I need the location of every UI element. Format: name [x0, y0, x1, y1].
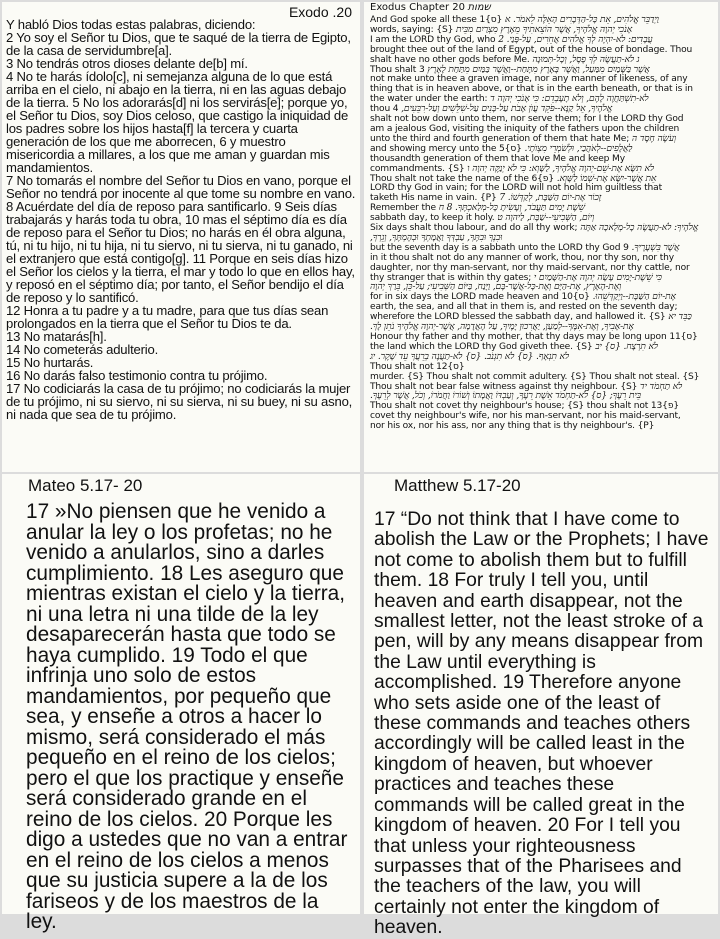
english-text: and showing mercy unto the 5{ס}: [370, 143, 522, 154]
english-text: Thou shalt not covet thy neighbour's house; {S} thou shalt not 13{פ}: [370, 401, 679, 412]
hebrew-text: אֱלֹהֶיךָ: לֹא-תַעֲשֶׂה כָל-מְלָאכָה אַתָּה וּבִנְךָ וּבִתֶּךָ, עַבְדְּךָ וַאֲמָתְךָ וּבְהֶמְתֶּךָ, וְגֵרְךָ,: [370, 223, 699, 243]
hebrew-text: לֹא תִשָּׂא אֶת-שֵׁם-יְהוָה אֱלֹהֶיךָ, לַשָּׁוְא: כִּי לֹא יְנַקֶּה יְהוָה ו: [467, 163, 654, 174]
verse-paragraph: 8 Acuérdate del día de reposo para santificarlo. 9 Seis días trabajarás y harás toda tu obra, 10 mas el séptimo día es día de reposo para el Señor tu Dios; no harás en él obra alguna, tú, ni tu hijo, ni tu hija, ni tu siervo, ni tu sierva, ni tu ganado, ni el extranjero que está contigo[g]. 11 Porque en seis días hizo el Señor los cielos y la tierra, el mar y todo lo que en ellos hay, y reposó en el séptimo día; por tanto, el Señor bendijo el día de reposo y lo santificó.: [6, 199, 355, 305]
english-matthew-title: Matthew 5.17-20: [394, 476, 521, 495]
english-text: am a jealous God, visiting the iniquity of the fathers upon the children: [370, 123, 680, 134]
heading-english: Exodus Chapter 20: [370, 2, 466, 13]
hebrew-text: אֶת-יוֹם הַשַּׁבָּת--וַיְקַדְּשֵׁהוּ.: [592, 292, 676, 303]
english-text: the water under the earth:: [370, 94, 488, 105]
english-text: Thou shalt 3: [370, 64, 425, 75]
english-text: Honour thy father and thy mother, that thy days may be long upon 11{ס}: [370, 332, 698, 342]
hebrew-text: שֵׁשֶׁת יָמִים תַּעֲבֹד, וְעָשִׂיתָ כָּל-מְלַאכְתֶּךָ. 8 ח: [438, 203, 585, 214]
spanish-exodus-text: [6, 18, 356, 421]
english-text: shalt not bow down unto them, nor serve them; for I the LORD thy God: [370, 114, 684, 125]
english-matthew-text: 17 “Do not think that I have come to abolish the Law or the Prophets; I have not come to abolish them but to fulfill them. 18 For truly I tell you, until heaven and earth disappear, not the smallest letter, not the least stroke of a pen, will by any means disappear from the Law until everything is accomplished. 19 Therefore anyone who sets aside one of the least of these commands and teaches others accordingly will be called least in the kingdom of heaven, but whoever practices and teaches these commands will be called great in the kingdom of heaven. 20 For I tell you that unless your righteousness surpasses that of the Pharisees and the teachers of the law, you will certainly not enter the kingdom of heaven.: [374, 509, 709, 939]
hebrew-text: לֹא-תִשְׁתַּחֲוֶה לָהֶם, וְלֹא תָעָבְדֵם: כִּי אָנֹכִי יְהוָה ד: [490, 94, 649, 105]
english-text: murder. {S} Thou shalt not commit adultery. {S} Thou shalt not steal. {S}: [370, 371, 700, 382]
hebrew-text: לֹא תִנְאָף. {ס} לֹא תִגְנֹב. {ס} לֹא-תַעֲנֶה בְרֵעֲךָ עֵד שָׁקֶר. יג: [370, 351, 569, 362]
verse-paragraph: 3 No tendrás otros dioses delante de[b] mí.: [6, 56, 248, 71]
english-text: but the seventh day is a sabbath unto the LORD thy God 9: [370, 242, 629, 253]
verse-paragraph: 13 No matarás[h].: [6, 329, 107, 344]
verse-paragraph: 16 No darás falso testimonio contra tu prójimo.: [6, 368, 268, 383]
english-text: not make unto thee a graven image, nor any manner of likeness, of any: [370, 74, 688, 85]
hebrew-text: וְאֶת-הָאָרֶץ, אֶת-הַיָּם וְאֶת-כָּל-אֲשֶׁר-בָּם, וַיָּנַח, בַּיּוֹם הַשְּׁבִיעִי; עַל-כֵּן, בֵּרַךְ יְהוָה: [370, 282, 622, 293]
bilingual-line: [370, 224, 714, 244]
hebrew-text: אֲשֶׁר בַּשָּׁמַיִם מִמַּעַל, וַאֲשֶׁר בָּאָרֶץ מִתָּחַת--וַאֲשֶׁר בַּמַּיִם מִתַּחַת לָאָרֶץ: [427, 64, 650, 75]
hebrew-text: וְיוֹם, הַשְּׁבִיעִי--שַׁבָּת, לַיהוָה ט: [497, 213, 595, 224]
verse-paragraph: 7 No tomarás el nombre del Señor tu Dios en vano, porque el Señor no tendrá por inocente al que tome su nombre en vano.: [6, 173, 356, 201]
english-text: And God spoke all these 1{ס}: [370, 15, 503, 25]
verse-paragraph: 12 Honra a tu padre y a tu madre, para que tus días sean prolongados en la tierra que el Señor tu Dios te da.: [6, 303, 329, 331]
spanish-exodus-reference: Exodo .20: [288, 4, 352, 20]
hebrew-text: לֹא תִרְצָח. {ס} יב: [595, 341, 658, 352]
hebrew-text: אֱלֹהֶיךָ, אֵל קַנָּא--פֹּקֵד עֲוֺן אָבֹת עַל-בָּנִים עַל-שִׁלֵּשִׁים וְעַל-רִבֵּעִים,: [401, 104, 613, 115]
hebrew-text: לֹא תַחְמֹד יד: [640, 381, 683, 392]
english-text: daughter, nor thy man-servant, nor thy maid-servant, nor thy cattle, nor: [370, 262, 690, 273]
english-text: in it thou shalt not do any manner of work, thou, nor thy son, nor thy: [370, 252, 675, 263]
english-text: thousandth generation of them that love Me and keep My: [370, 153, 625, 164]
hebrew-text: עֲבָדִים: לֹא-יִהְיֶה לְךָ אֱלֹהִים אֲחֵרִים, עַל-פָּנַי. 2: [498, 34, 653, 45]
english-text: nor his ox, nor his ass, nor any thing that is thy neighbour's. {P}: [370, 421, 655, 432]
hebrew-text: וַיְדַבֵּר אֱלֹהִים, אֵת כָּל-הַדְּבָרִים הָאֵלֶּה לֵאמֹר. א: [504, 15, 659, 25]
hebrew-text: כַּבֵּד יא: [668, 312, 692, 323]
verse-paragraph: 14 No cometerás adulterio.: [6, 342, 159, 357]
english-text: shalt have no other gods before Me.: [370, 54, 530, 65]
spanish-matthew-panel: [2, 474, 360, 933]
english-hebrew-exodus-panel: [364, 2, 718, 472]
english-text: thy stranger that is within thy gates;: [370, 272, 532, 283]
heading-hebrew: שמות: [467, 2, 491, 13]
english-text: wherefore the LORD blessed the sabbath day, and hallowed it. {S}: [370, 312, 666, 323]
english-text: Thou shalt not take the name of the 6{פ}: [370, 173, 554, 184]
english-text: Six days shalt thou labour, and do all thy work;: [370, 223, 578, 234]
spanish-matthew-text: 17 »No piensen que he venido a anular la ley o los profetas; no he venido a anularlos, sino a darles cumplimiento. 18 Les aseguro que mientras existan el cielo y la tierra, ni una letra ni una tilde de la ley desaparecerán hasta que todo se haya cumplido. 19 Todo el que infrinja uno solo de estos mandamientos, por pequeño que sea, y enseñe a otros a hacer lo mismo, será considerado el más pequeño en el reino de los cielos; pero el que los practique y enseñe será considerado grande en el reino de los cielos. 20 Porque les digo a ustedes que no van a entrar en el reino de los cielos a menos que su justicia supere a la de los fariseos y de los maestros de la ley.: [26, 500, 348, 933]
hebrew-text: אֶת-אָבִיךָ, וְאֶת-אִמֶּךָ--לְמַעַן, יַאֲרִכוּן יָמֶיךָ, עַל הָאֲדָמָה, אֲשֶׁר-יְהוָה אֱלֹהֶיךָ נֹתֵן לָךְ.: [370, 322, 634, 333]
english-text: words, saying: {S}: [370, 24, 454, 35]
spanish-matthew-title: Mateo 5.17- 20: [28, 476, 143, 495]
verse-paragraph: 4 No te harás ídolo[c], ni semejanza alguna de lo que está arriba en el cielo, ni abajo en la tierra, ni en las aguas debajo de la tierra. 5 No los adorarás[d] ni los servirás[e]; porque yo, el Señor tu Dios, soy Dios celoso, que castigo la iniquidad de los padres sobre los hijos hasta[f] la tercera y cuarta generación de los que me aborrecen, 6 y muestro misericordia a millares, a los que me aman y guardan mis mandamientos.: [6, 69, 349, 175]
english-text: for in six days the LORD made heaven and 10{ס}: [370, 292, 590, 303]
english-text: thing that is in heaven above, or that is in the earth beneath, or that is in: [370, 84, 693, 95]
english-text: Remember the: [370, 203, 436, 214]
english-text: taketh His name in vain. {P}: [370, 193, 497, 204]
english-text: covet thy neighbour's wife, nor his man-servant, nor his maid-servant,: [370, 411, 681, 422]
verse-paragraph: 15 No hurtarás.: [6, 355, 94, 370]
verse-paragraph: 17 No codiciarás la casa de tu prójimo; no codiciarás la mujer de tu prójimo, ni su siervo, ni su sierva, ni su buey, ni su asno, ni nada que sea de tu prójimo.: [6, 381, 353, 422]
verse-paragraph: Y habló Dios todas estas palabras, diciendo:: [6, 17, 256, 32]
english-text: brought thee out of the land of Egypt, out of the house of bondage. Thou: [370, 44, 693, 55]
hebrew-text: אֲשֶׁר בִּשְׁעָרֶיךָ.: [631, 242, 680, 253]
hebrew-text: וְעֹשֶׂה חֶסֶד ה: [631, 133, 677, 144]
spanish-exodus-panel: [2, 2, 360, 472]
english-text: thou 4: [370, 104, 399, 115]
bilingual-exodus-text: [370, 16, 714, 432]
english-text: the land which the LORD thy God giveth thee. {S}: [370, 341, 593, 352]
hebrew-text: ג לֹא-תַעֲשֶׂה לְךָ פֶסֶל, וְכָל-תְּמוּנָה: [532, 54, 640, 65]
hebrew-text: בֵּית רֵעֶךָ; {ס} לֹא-תַחְמֹד אֵשֶׁת רֵעֶךָ, וְעַבְדּוֹ וַאֲמָתוֹ וְשׁוֹרוֹ וַחֲמֹרוֹ, וְכֹל, אֲשֶׁר לְרֵעֶךָ.: [370, 391, 641, 402]
bilingual-line: [370, 422, 714, 432]
verse-paragraph: 2 Yo soy el Señor tu Dios, que te saqué de la tierra de Egipto, de la casa de servidumbre[a].: [6, 30, 351, 58]
english-text: I am the LORD thy God, who: [370, 34, 496, 45]
hebrew-text: אֵת אֲשֶׁר-יִשָּׂא אֶת-שְׁמוֹ לַשָּׁוְא.: [556, 173, 657, 184]
english-text: sabbath day, to keep it holy.: [370, 213, 495, 224]
exodus-chapter-heading: [370, 2, 491, 13]
english-text: unto the third and fourth generation of them that hate Me;: [370, 133, 630, 144]
hebrew-text: אָנֹכִי יְהוָה אֱלֹהֶיךָ, אֲשֶׁר הוֹצֵאתִיךָ מֵאֶרֶץ מִצְרַיִם מִבֵּית: [455, 24, 633, 35]
english-text: Thou shalt not bear false witness against thy neighbour. {S}: [370, 381, 638, 392]
english-text: LORD thy God in vain; for the LORD will not hold him guiltless that: [370, 183, 662, 194]
english-text: commandments. {S}: [370, 163, 465, 174]
hebrew-text: זָכוֹר אֶת-יוֹם הַשַּׁבָּת, לְקַדְּשׁוֹ. 7: [499, 193, 602, 204]
english-text: Thou shalt not 12{ס}: [370, 361, 465, 372]
english-matthew-panel: [364, 474, 718, 939]
english-text: earth, the sea, and all that in them is, and rested on the seventh day;: [370, 302, 678, 313]
hebrew-text: לַאֲלָפִים--לְאֹהֲבַי, וּלְשֹׁמְרֵי מִצְוֺתָי.: [524, 143, 633, 154]
hebrew-text: כִּי שֵׁשֶׁת-יָמִים עָשָׂה יְהוָה אֶת-הַשָּׁמַיִם י: [533, 272, 662, 283]
